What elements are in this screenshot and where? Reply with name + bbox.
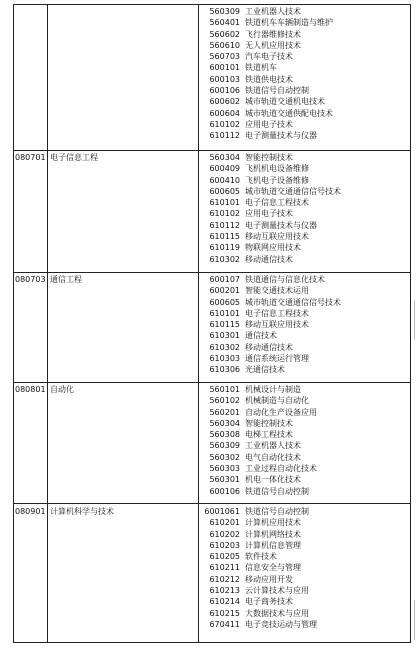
related-major-name: 软件技术: [245, 552, 277, 562]
related-major-code: 600605: [209, 186, 240, 196]
list-item: [200, 463, 414, 474]
list-item: [200, 585, 414, 596]
related-major-code: 610302: [209, 342, 240, 352]
list-item: [200, 364, 414, 375]
related-major-code: 560303: [209, 464, 240, 474]
list-item: [200, 254, 414, 265]
list-item: [200, 163, 414, 174]
related-major-name: 信息安全与管理: [245, 563, 301, 573]
related-major-name: 铁道通信与信息化技术: [245, 275, 325, 284]
related-major-name: 移动通信技术: [245, 342, 293, 352]
related-major-code: 600101: [209, 63, 240, 73]
undergrad-major-code: 080701: [15, 153, 46, 162]
related-major-name: 机械设计与制造: [245, 385, 301, 394]
group-divider: [13, 503, 411, 504]
table-divider-code: [47, 4, 48, 642]
related-major-name: 铁道信号自动控制: [245, 507, 309, 516]
undergrad-major-code: 080901: [15, 507, 46, 516]
list-item: [200, 208, 414, 219]
related-major-name: 移动通信技术: [245, 254, 293, 264]
list-item: [200, 130, 414, 141]
related-major-code: 600410: [209, 175, 240, 185]
related-major-code: 610115: [209, 232, 240, 242]
list-item: [200, 197, 414, 208]
related-major-code: 560309: [209, 7, 240, 16]
related-major-list: [200, 152, 414, 265]
list-item: [200, 40, 414, 51]
list-item: [200, 429, 414, 440]
edge-mark: [414, 600, 415, 640]
related-major-code: 610202: [209, 529, 240, 539]
related-major-code: 610101: [209, 198, 240, 208]
related-major-code: 600107: [209, 275, 240, 284]
list-item: [200, 6, 414, 17]
related-major-name: 电梯工程技术: [245, 430, 293, 440]
related-major-name: 电气自动化技术: [245, 452, 301, 462]
related-major-name: 应用电子技术: [245, 119, 293, 129]
related-major-code: 610215: [209, 608, 240, 618]
list-item: [200, 540, 414, 551]
list-item: [200, 108, 414, 119]
related-major-code: 610302: [209, 254, 240, 264]
list-item: [200, 596, 414, 607]
related-major-name: 城市轨道交通供配电技术: [245, 108, 333, 118]
list-item: [200, 308, 414, 319]
related-major-name: 机械制造与自动化: [245, 396, 309, 406]
related-major-name: 通信系统运行管理: [245, 354, 309, 364]
related-major-name: 电子信息工程技术: [245, 308, 309, 318]
related-major-list: [200, 506, 414, 630]
related-major-name: 工业机器人技术: [245, 7, 301, 16]
list-item: [200, 574, 414, 585]
list-item: [200, 297, 414, 308]
related-major-name: 工业过程自动化技术: [245, 464, 317, 474]
related-major-code: 600103: [209, 74, 240, 84]
edge-mark: [414, 300, 415, 340]
related-major-code: 610214: [209, 597, 240, 607]
related-major-name: 光通信技术: [245, 365, 285, 375]
list-item: [200, 285, 414, 296]
related-major-code: 560101: [209, 385, 240, 394]
related-major-name: 移动应用开发: [245, 574, 293, 584]
related-major-code: 610203: [209, 540, 240, 550]
list-item: [200, 452, 414, 463]
undergrad-major-code: 080801: [15, 385, 46, 394]
undergrad-major-name: 电子信息工程: [50, 153, 98, 162]
related-major-name: 通信技术: [245, 331, 277, 341]
list-item: [200, 418, 414, 429]
related-major-name: 电子信息工程技术: [245, 198, 309, 208]
list-item: [200, 220, 414, 231]
related-major-code: 610205: [209, 552, 240, 562]
related-major-name: 工业机器人技术: [245, 441, 301, 451]
related-major-code: 610301: [209, 331, 240, 341]
list-item: [200, 51, 414, 62]
related-major-code: 600604: [209, 108, 240, 118]
list-item: [200, 319, 414, 330]
related-major-code: 610201: [209, 518, 240, 528]
related-major-code: 610112: [209, 131, 240, 141]
list-item: [200, 17, 414, 28]
related-major-code: 6001061: [204, 507, 240, 516]
related-major-name: 移动互联应用技术: [245, 320, 309, 330]
list-item: [200, 551, 414, 562]
table-border-left: [13, 4, 14, 642]
related-major-code: 610211: [209, 563, 240, 573]
related-major-code: 610119: [209, 243, 240, 253]
related-major-code: 610101: [209, 308, 240, 318]
list-item: [200, 29, 414, 40]
related-major-code: 610213: [209, 586, 240, 596]
related-major-name: 计算机网络技术: [245, 529, 301, 539]
list-item: [200, 517, 414, 528]
related-major-name: 智能控制技术: [245, 153, 293, 162]
list-item: [200, 342, 414, 353]
related-major-code: 610115: [209, 320, 240, 330]
related-major-name: 自动化生产设备应用: [245, 407, 317, 417]
table-divider-name: [198, 4, 199, 642]
related-major-name: 云计算技术与应用: [245, 586, 309, 596]
group-divider: [13, 272, 411, 273]
related-major-name: 电子测量技术与仪器: [245, 131, 317, 141]
related-major-name: 汽车电子技术: [245, 52, 293, 62]
related-major-code: 610102: [209, 209, 240, 219]
related-major-name: 飞机机电设备维修: [245, 164, 309, 174]
list-item: [200, 562, 414, 573]
related-major-code: 600106: [209, 86, 240, 96]
list-item: [200, 96, 414, 107]
related-major-name: 电子商务技术: [245, 597, 293, 607]
related-major-code: 600602: [209, 97, 240, 107]
related-major-code: 670411: [209, 619, 240, 629]
related-major-name: 应用电子技术: [245, 209, 293, 219]
table-border-top: [13, 4, 411, 5]
related-major-name: 大数据技术与应用: [245, 608, 309, 618]
related-major-code: 560302: [209, 452, 240, 462]
related-major-name: 城市轨道交通通信信号技术: [245, 186, 341, 196]
list-item: [200, 175, 414, 186]
related-major-code: 560610: [209, 40, 240, 50]
list-item: [200, 152, 414, 163]
list-item: [200, 186, 414, 197]
related-major-name: 智能控制技术: [245, 418, 293, 428]
related-major-list: [200, 274, 414, 376]
related-major-name: 铁道机车车辆制造与维护: [245, 18, 333, 28]
list-item: [200, 395, 414, 406]
related-major-name: 机电一体化技术: [245, 475, 301, 485]
related-major-name: 铁道供电技术: [245, 74, 293, 84]
related-major-name: 智能交通技术运用: [245, 286, 309, 296]
list-item: [200, 440, 414, 451]
related-major-name: 铁道信号自动控制: [245, 486, 309, 496]
list-item: [200, 274, 414, 285]
list-item: [200, 474, 414, 485]
related-major-code: 560308: [209, 430, 240, 440]
related-major-name: 移动互联应用技术: [245, 232, 309, 242]
related-major-name: 城市轨道交通机电技术: [245, 97, 325, 107]
related-major-code: 560602: [209, 29, 240, 39]
related-major-code: 610212: [209, 574, 240, 584]
list-item: [200, 353, 414, 364]
related-major-code: 610306: [209, 365, 240, 375]
related-major-code: 610102: [209, 119, 240, 129]
list-item: [200, 619, 414, 630]
undergrad-major-name: 通信工程: [50, 275, 82, 284]
related-major-name: 计算机信息管理: [245, 540, 301, 550]
list-item: [200, 74, 414, 85]
related-major-code: 610112: [209, 220, 240, 230]
related-major-code: 560304: [209, 418, 240, 428]
related-major-code: 600409: [209, 164, 240, 174]
related-major-code: 560304: [209, 153, 240, 162]
related-major-name: 铁道机车: [245, 63, 277, 73]
related-major-code: 600605: [209, 297, 240, 307]
related-major-code: 560401: [209, 18, 240, 28]
related-major-code: 600201: [209, 286, 240, 296]
list-item: [200, 231, 414, 242]
related-major-name: 电子竞技运动与管理: [245, 619, 317, 629]
related-major-name: 无人机应用技术: [245, 40, 301, 50]
related-major-code: 600106: [209, 486, 240, 496]
related-major-list: [200, 384, 414, 497]
undergrad-major-code: 080703: [15, 275, 46, 284]
related-major-name: 城市轨道交通通信信号技术: [245, 297, 341, 307]
list-item: [200, 330, 414, 341]
related-major-code: 560309: [209, 441, 240, 451]
table-border-bottom: [13, 642, 411, 643]
list-item: [200, 384, 414, 395]
related-major-name: 电子测量技术与仪器: [245, 220, 317, 230]
list-item: [200, 529, 414, 540]
related-major-code: 560301: [209, 475, 240, 485]
related-major-code: 560102: [209, 396, 240, 406]
list-item: [200, 486, 414, 497]
list-item: [200, 407, 414, 418]
list-item: [200, 242, 414, 253]
related-major-name: 飞行器维修技术: [245, 29, 301, 39]
related-major-name: 物联网应用技术: [245, 243, 301, 253]
related-major-name: 铁道信号自动控制: [245, 86, 309, 96]
list-item: [200, 62, 414, 73]
related-major-name: 计算机应用技术: [245, 518, 301, 528]
related-major-name: 飞机电子设备维修: [245, 175, 309, 185]
list-item: [200, 119, 414, 130]
related-major-list: [200, 6, 414, 142]
undergrad-major-name: 自动化: [50, 385, 74, 394]
related-major-code: 560201: [209, 407, 240, 417]
list-item: [200, 506, 414, 517]
related-major-code: 560703: [209, 52, 240, 62]
list-item: [200, 608, 414, 619]
undergrad-major-name: 计算机科学与技术: [50, 507, 114, 516]
related-major-code: 610303: [209, 354, 240, 364]
list-item: [200, 85, 414, 96]
group-divider: [13, 382, 411, 383]
group-divider: [13, 150, 411, 151]
